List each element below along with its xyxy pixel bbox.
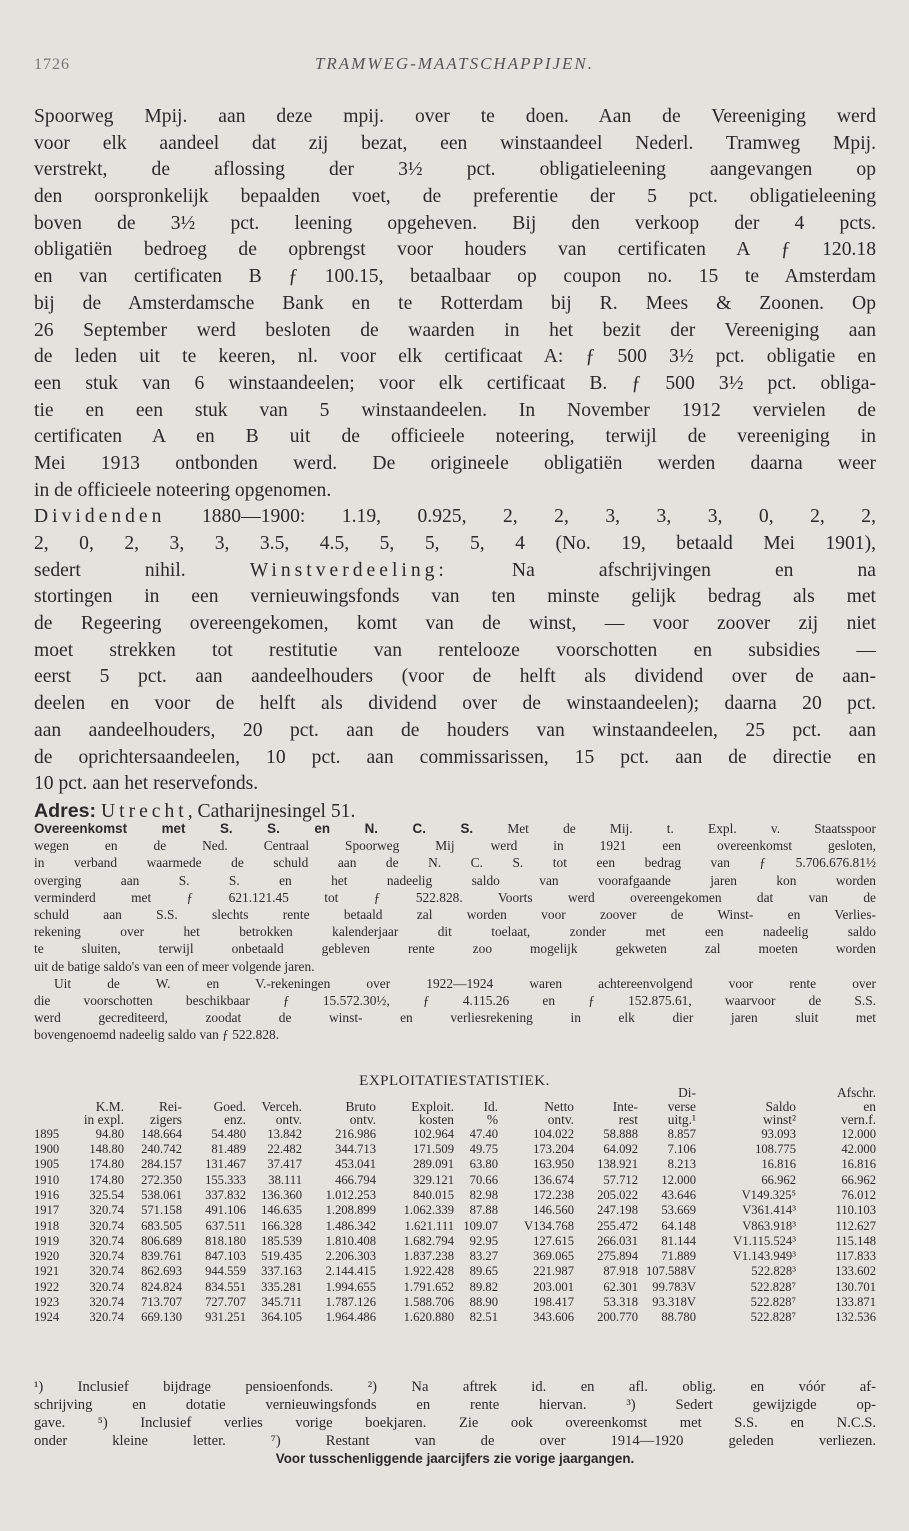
table-cell: 133.602	[835, 1264, 876, 1279]
table-cell: 216.986	[335, 1126, 376, 1141]
table-cell: 108.775	[755, 1142, 796, 1157]
table-cell: 320.74	[89, 1233, 124, 1248]
table-cell: 102.964	[413, 1126, 454, 1141]
table-cell: 117.833	[835, 1249, 876, 1264]
table-cell: 66.962	[841, 1172, 876, 1187]
table-cell: 81.144	[661, 1233, 696, 1248]
table-column-header: Rei- zigers	[150, 1098, 182, 1128]
table-cell: 8.213	[667, 1157, 696, 1172]
table-cell: 89.82	[469, 1279, 498, 1294]
text-line: voor elk aandeel dat zij bezat, een winstaandeel Nederl. Tramweg Mpij.	[34, 132, 876, 154]
table-cell: 344.713	[335, 1142, 376, 1157]
table-cell: 1.621.111	[404, 1218, 454, 1233]
text-line: moet strekken tot restitutie van rentelooze voorschotten en subsidies —	[34, 639, 876, 661]
small-line: Uit de W. en V.-rekeningen over 1922—1924 waren achtereenvolgend voor rente over	[54, 975, 876, 991]
table-cell: 163.950	[533, 1157, 574, 1172]
small-line: verminderd met ƒ 621.121.45 tot ƒ 522.828. Voorts werd overeengekomen dat van de	[34, 889, 876, 905]
small-line: rekening over het betrokken kalenderjaar dit toelaat, zonder met een nadeelig saldo	[34, 924, 876, 940]
text-line: en van certificaten B ƒ 100.15, betaalbaar op coupon no. 15 te Amsterdam	[34, 266, 876, 288]
table-cell: 337.163	[261, 1264, 302, 1279]
table-cell: 146.635	[261, 1203, 302, 1218]
table-header-row	[34, 1086, 876, 1127]
adres-street: , Catharijnesingel 51.	[187, 800, 356, 822]
table-column-header	[34, 1086, 70, 1127]
table-cell: 847.103	[205, 1249, 246, 1264]
text-line: aan aandeelhouders, 20 pct. aan de houders van winstaandeelen, 25 pct. aan	[34, 719, 876, 741]
table-cell: 1920	[34, 1249, 60, 1264]
table-cell: 130.701	[835, 1279, 876, 1294]
table-cell: 320.74	[89, 1279, 124, 1294]
table-cell: 174.80	[89, 1172, 124, 1187]
table-cell: 110.103	[835, 1203, 876, 1218]
table-cell: 364.105	[261, 1310, 302, 1325]
page-number: 1726	[34, 56, 70, 73]
table-cell: 329.121	[413, 1172, 454, 1187]
table-cell: 862.693	[141, 1264, 182, 1279]
dividenden-line-2: 2, 0, 2, 3, 3, 3.5, 4.5, 5, 5, 5, 4 (No. 19, betaald Mei 1901),	[34, 533, 876, 554]
text-line: bij de Amsterdamsche Bank en te Rotterdam bij R. Mees & Zoonen. Op	[34, 292, 876, 314]
small-line: in verband waarmede de schuld aan de N. C. S. tot een bedrag van ƒ 5.706.676.81½	[34, 855, 876, 871]
table-cell: 87.918	[603, 1264, 638, 1279]
table-cell: 127.615	[533, 1233, 574, 1248]
table-cell: 131.467	[205, 1157, 246, 1172]
table-row	[34, 1219, 876, 1234]
table-cell: 88.90	[469, 1295, 498, 1310]
table-cell: 155.333	[205, 1172, 246, 1187]
small-line: te sluiten, terwijl onbetaald gebleven rente zoo mogelijk gekweten zal moeten worden	[34, 941, 876, 957]
adres-label: Adres:	[34, 799, 97, 822]
table-cell: 1895	[34, 1126, 60, 1141]
table-cell: V1.143.949³	[732, 1249, 796, 1264]
table-cell: 1905	[34, 1157, 60, 1172]
table-column-header: Netto ontv.	[544, 1098, 574, 1128]
overeenkomst-label: Overeenkomst met S. S. en N. C. S.	[34, 821, 474, 836]
table-cell: 94.80	[95, 1126, 124, 1141]
table-cell: 82.51	[469, 1310, 498, 1325]
table-cell: 1.922.428	[403, 1264, 454, 1279]
table-cell: 198.417	[533, 1295, 574, 1310]
text-line: stortingen in een vernieuwingsfonds van ten minste gelijk bedrag als met	[34, 586, 876, 608]
table-cell: 1.620.880	[403, 1310, 454, 1325]
table-cell: 203.001	[533, 1279, 574, 1294]
table-row	[34, 1188, 876, 1203]
table-row	[34, 1234, 876, 1249]
table-cell: 1922	[34, 1279, 60, 1294]
table-cell: 82.98	[469, 1187, 498, 1202]
table-row	[34, 1203, 876, 1218]
table-cell: 138.921	[597, 1157, 638, 1172]
small-line: schuld aan S.S. slechts rente betaald zal worden voor zoover de Winst- en Verlies-	[34, 906, 876, 922]
table-body	[34, 1127, 876, 1326]
table-cell: 136.360	[261, 1187, 302, 1202]
table-cell: 320.74	[89, 1203, 124, 1218]
table-cell: 320.74	[89, 1249, 124, 1264]
text-line: den oorspronkelijk bepaalden voet, de preferentie der 5 pct. obligatieleening	[34, 186, 876, 208]
table-cell: 38.111	[268, 1172, 302, 1187]
table-cell: 931.251	[205, 1310, 246, 1325]
table-column-header: Verceh. ontv.	[261, 1098, 302, 1128]
table-cell: 83.27	[469, 1249, 498, 1264]
table-cell: 43.646	[661, 1187, 696, 1202]
small-line: die voorschotten beschikbaar ƒ 15.572.30½, ƒ 4.115.26 en ƒ 152.875.61, waarvoor de S.S.	[34, 992, 876, 1008]
table-cell: V863.918³	[742, 1218, 796, 1233]
table-cell: 522.828⁷	[750, 1310, 796, 1325]
table-cell: 81.489	[211, 1142, 246, 1157]
table-cell: 172.238	[533, 1187, 574, 1202]
small-line: uit de batige saldo's van een of meer volgende jaren.	[34, 958, 315, 974]
small-line: overging aan S. S. en het nadeelig saldo van voorafgaande jaren kon worden	[34, 872, 876, 888]
table-cell: 839.761	[141, 1249, 182, 1264]
table-row	[34, 1142, 876, 1157]
table-cell: 1.810.408	[325, 1233, 376, 1248]
table-cell: 63.80	[469, 1157, 498, 1172]
table-cell: 1919	[34, 1233, 60, 1248]
table-cell: 1.682.794	[403, 1233, 454, 1248]
table-cell: 66.962	[761, 1172, 796, 1187]
table-cell: 205.022	[597, 1187, 638, 1202]
winstverdeeling-text: Na afschrijvingen en na	[447, 559, 876, 581]
text-line: de leden uit te keeren, nl. voor elk certificaat A: ƒ 500 3½ pct. obligatie en	[34, 346, 876, 368]
exploitatie-table	[34, 1086, 876, 1326]
text-line: certificaten A en B uit de officieele noteering, terwijl de vereeniging in	[34, 426, 876, 448]
table-cell: 185.539	[261, 1233, 302, 1248]
table-cell: 171.509	[413, 1142, 454, 1157]
table-cell: 325.54	[89, 1187, 124, 1202]
text-line: 26 September werd besloten de waarden in het bezit der Vereeniging aan	[34, 319, 876, 341]
table-cell: 16.816	[761, 1157, 796, 1172]
small-line: werd gecrediteerd, zoodat de winst- en verliesrekening in elk dier jaren sluit met	[34, 1010, 876, 1026]
table-cell: 1921	[34, 1264, 60, 1279]
table-cell: V149.325⁵	[741, 1187, 796, 1202]
dividenden-line	[34, 504, 876, 531]
table-cell: 57.712	[603, 1172, 638, 1187]
table-cell: 1.964.486	[325, 1310, 376, 1325]
table-column-header: K.M. in expl.	[83, 1098, 124, 1128]
text-line: in de officieele noteering opgenomen.	[34, 479, 332, 501]
table-cell: 522.828³	[751, 1264, 796, 1279]
table-cell: 107.588V	[645, 1264, 696, 1279]
table-cell: 1.588.706	[403, 1295, 454, 1310]
table-cell: 944.559	[205, 1264, 246, 1279]
table-cell: 519.435	[261, 1249, 302, 1264]
footnote-line: gave. ⁵) Inclusief verlies vorige boekjaren. Zie ook overeenkomst met S.S. en N.C.S.	[34, 1415, 876, 1431]
table-cell: 571.158	[141, 1203, 182, 1218]
table-cell: 8.857	[667, 1126, 696, 1141]
overeenkomst-line	[34, 820, 876, 837]
table-row	[34, 1310, 876, 1325]
table-cell: 522.828⁷	[750, 1279, 796, 1294]
table-cell: 1923	[34, 1295, 60, 1310]
table-cell: 683.505	[141, 1218, 182, 1233]
table-cell: 275.894	[597, 1249, 638, 1264]
table-cell: 266.031	[597, 1233, 638, 1248]
table-row	[34, 1173, 876, 1188]
table-cell: 174.80	[89, 1157, 124, 1172]
table-cell: 240.742	[141, 1142, 182, 1157]
table-cell: 12.000	[841, 1126, 876, 1141]
small-line: wegen en de Ned. Centraal Spoorweg Mij werd in 1921 een overeenkomst gesloten,	[34, 838, 876, 854]
table-cell: 148.80	[89, 1142, 124, 1157]
table-cell: 284.157	[141, 1157, 182, 1172]
table-cell: 64.148	[661, 1218, 696, 1233]
table-cell: 453.041	[335, 1157, 376, 1172]
table-column-header: Saldo winst²	[762, 1098, 796, 1128]
table-cell: 522.828⁷	[750, 1295, 796, 1310]
table-row	[34, 1127, 876, 1142]
table-cell: 200.770	[597, 1310, 638, 1325]
table-cell: 1.837.238	[403, 1249, 454, 1264]
table-cell: 1.062.339	[403, 1203, 454, 1218]
adres-city: Utrecht	[100, 800, 188, 822]
table-cell: 1.787.126	[325, 1295, 376, 1310]
table-cell: 166.328	[261, 1218, 302, 1233]
table-cell: 54.480	[211, 1126, 246, 1141]
table-cell: 272.350	[141, 1172, 182, 1187]
winstverdeeling-label: Winstverdeeling:	[249, 559, 448, 581]
dividenden-tail: sedert nihil.	[34, 559, 250, 581]
table-cell: 2.144.415	[325, 1264, 376, 1279]
table-cell: 343.606	[533, 1310, 574, 1325]
table-column-header: Inte- rest	[612, 1098, 638, 1128]
table-cell: 335.281	[261, 1279, 302, 1294]
table-cell: 669.130	[141, 1310, 182, 1325]
text-line: 10 pct. aan het reservefonds.	[34, 773, 259, 795]
main-text	[34, 104, 876, 825]
table-cell: 47.40	[469, 1126, 498, 1141]
table-cell: 71.889	[661, 1249, 696, 1264]
table-cell: 58.888	[603, 1126, 638, 1141]
table-cell: 92.95	[469, 1233, 498, 1248]
table-cell: 136.674	[533, 1172, 574, 1187]
table-cell: 93.093	[761, 1126, 796, 1141]
table-column-header: Bruto ontv.	[345, 1098, 376, 1128]
table-cell: 1917	[34, 1203, 60, 1218]
text-line: de oprichtersaandeelen, 10 pct. aan commissarissen, 15 pct. aan de directie en	[34, 746, 876, 768]
table-column-header: Exploit. kosten	[411, 1098, 454, 1128]
table-row	[34, 1295, 876, 1310]
table-cell: 1900	[34, 1142, 60, 1157]
table-cell: 834.551	[205, 1279, 246, 1294]
table-cell: 806.689	[141, 1233, 182, 1248]
table-cell: 53.318	[603, 1295, 638, 1310]
table-cell: 255.472	[597, 1218, 638, 1233]
small-line: bovengenoemd nadeelig saldo van ƒ 522.828.	[34, 1027, 280, 1043]
text-line: een stuk van 6 winstaandeelen; voor elk certificaat B. ƒ 500 3½ pct. obliga-	[34, 372, 876, 394]
table-cell: 87.88	[469, 1203, 498, 1218]
table-cell: 1.486.342	[325, 1218, 376, 1233]
table-cell: 93.318V	[652, 1295, 696, 1310]
running-title: TRAMWEG-MAATSCHAPPIJEN.	[314, 54, 595, 73]
table-cell: 840.015	[413, 1187, 454, 1202]
table-row	[34, 1249, 876, 1264]
table-header	[34, 1086, 876, 1127]
footnotes	[34, 1378, 876, 1468]
table-cell: 13.842	[267, 1126, 302, 1141]
table-cell: 88.780	[661, 1310, 696, 1325]
table-row	[34, 1280, 876, 1295]
table-cell: 538.061	[141, 1187, 182, 1202]
table-cell: 133.871	[835, 1295, 876, 1310]
table-cell: 320.74	[89, 1264, 124, 1279]
table-cell: 466.794	[335, 1172, 376, 1187]
table-cell: 76.012	[841, 1187, 876, 1202]
text-line: tie en een stuk van 5 winstaandeelen. In November 1912 vervielen de	[34, 399, 876, 421]
table-cell: 1918	[34, 1218, 60, 1233]
text-line: verstrekt, de aflossing der 3½ pct. obligatieleening aangevangen op	[34, 159, 876, 181]
text-line: Mei 1913 ontbonden werd. De origineele obligatiën werden daarna weer	[34, 452, 876, 474]
dividenden-values: 1880—1900: 1.19, 0.925, 2, 2, 3, 3, 3, 0, 2, 2,	[165, 506, 876, 528]
footnote-line: ¹) Inclusief bijdrage pensioenfonds. ²) Na aftrek id. en afl. oblig. en vóór af-	[34, 1379, 876, 1395]
table-cell: 727.707	[205, 1295, 246, 1310]
table-cell: 1.994.655	[325, 1279, 376, 1294]
table-cell: 146.560	[533, 1203, 574, 1218]
dividenden-label: Dividenden	[34, 506, 166, 528]
footnote-line: Voor tusschenliggende jaarcijfers zie vorige jaargangen.	[275, 1451, 635, 1466]
text-line: obligatiën bedroeg de opbrengst voor houders van certificaten A ƒ 120.18	[34, 239, 876, 261]
table-cell: 345.711	[261, 1295, 302, 1310]
table-cell: 1910	[34, 1172, 60, 1187]
overeenkomst-section	[34, 820, 876, 1043]
table-cell: 16.816	[841, 1157, 876, 1172]
table-cell: 320.74	[89, 1218, 124, 1233]
table-cell: 1916	[34, 1187, 60, 1202]
table-cell: 7.106	[667, 1142, 696, 1157]
table-cell: 37.417	[267, 1157, 302, 1172]
table-cell: 53.669	[661, 1203, 696, 1218]
table-row	[34, 1157, 876, 1172]
table-cell: 1.012.253	[325, 1187, 376, 1202]
table-cell: 42.000	[841, 1142, 876, 1157]
text-line: eerst 5 pct. aan aandeelhouders (voor de helft als dividend over de aan-	[34, 666, 876, 688]
text-line: Spoorweg Mpij. aan deze mpij. over te doen. Aan de Vereeniging werd	[34, 106, 876, 127]
table-cell: 173.204	[533, 1142, 574, 1157]
table-cell: 337.832	[205, 1187, 246, 1202]
table-cell: V1.115.524³	[733, 1233, 796, 1248]
table-cell: 491.106	[205, 1203, 246, 1218]
text-line: deelen en voor de helft als dividend over de winstaandeelen); daarna 20 pct.	[34, 693, 876, 715]
table-title: EXPLOITATIESTATISTIEK.	[359, 1073, 550, 1089]
table-cell: V134.768	[523, 1218, 574, 1233]
table-cell: 637.511	[205, 1218, 246, 1233]
table-column-header: Goed. enz.	[213, 1098, 246, 1128]
table-column-header: Di- verse uitg.¹	[667, 1085, 696, 1128]
footnote-line: schrijving en dotatie vernieuwingsfonds en rente hiervan. ³) Sedert gewijzigde op-	[34, 1397, 876, 1413]
winstverdeeling-line	[34, 558, 876, 585]
table-cell: 1924	[34, 1310, 60, 1325]
text-line: de Regeering overeengekomen, komt van de winst, — voor zoover zij niet	[34, 613, 876, 635]
table-column-header: Id. %	[483, 1098, 498, 1128]
overeenkomst-text: Met de Mij. t. Expl. v. Staatsspoor	[473, 821, 876, 836]
table-cell: 22.482	[267, 1142, 302, 1157]
table-cell: V361.414³	[742, 1203, 796, 1218]
table-cell: 99.783V	[652, 1279, 696, 1294]
table-cell: 70.66	[469, 1172, 498, 1187]
table-cell: 713.707	[141, 1295, 182, 1310]
table-cell: 818.180	[205, 1233, 246, 1248]
table-cell: 148.664	[141, 1126, 182, 1141]
table-cell: 64.092	[603, 1142, 638, 1157]
table-cell: 247.198	[597, 1203, 638, 1218]
table-cell: 289.091	[413, 1157, 454, 1172]
footnote-line: onder kleine letter. ⁷) Restant van de over 1914—1920 geleden verliezen.	[34, 1433, 876, 1449]
table-cell: 1.791.652	[403, 1279, 454, 1294]
text-line: boven de 3½ pct. leening opgeheven. Bij den verkoop der 4 pcts.	[34, 212, 876, 234]
table-cell: 104.022	[533, 1126, 574, 1141]
table-row	[34, 1264, 876, 1279]
table-cell: 369.065	[533, 1249, 574, 1264]
table-cell: 320.74	[89, 1295, 124, 1310]
table-cell: 824.824	[141, 1279, 182, 1294]
table-cell: 12.000	[661, 1172, 696, 1187]
table-cell: 49.75	[469, 1142, 498, 1157]
table-cell: 1.208.899	[325, 1203, 376, 1218]
table-cell: 221.987	[533, 1264, 574, 1279]
table-cell: 132.536	[835, 1310, 876, 1325]
table-cell: 2.206.303	[325, 1249, 376, 1264]
table-cell: 115.148	[835, 1233, 876, 1248]
table-column-header: Afschr. en vern.f.	[836, 1085, 876, 1128]
table-cell: 62.301	[603, 1279, 638, 1294]
table-cell: 320.74	[89, 1310, 124, 1325]
table-cell: 112.627	[835, 1218, 876, 1233]
table-cell: 89.65	[469, 1264, 498, 1279]
table-cell: 109.07	[463, 1218, 498, 1233]
